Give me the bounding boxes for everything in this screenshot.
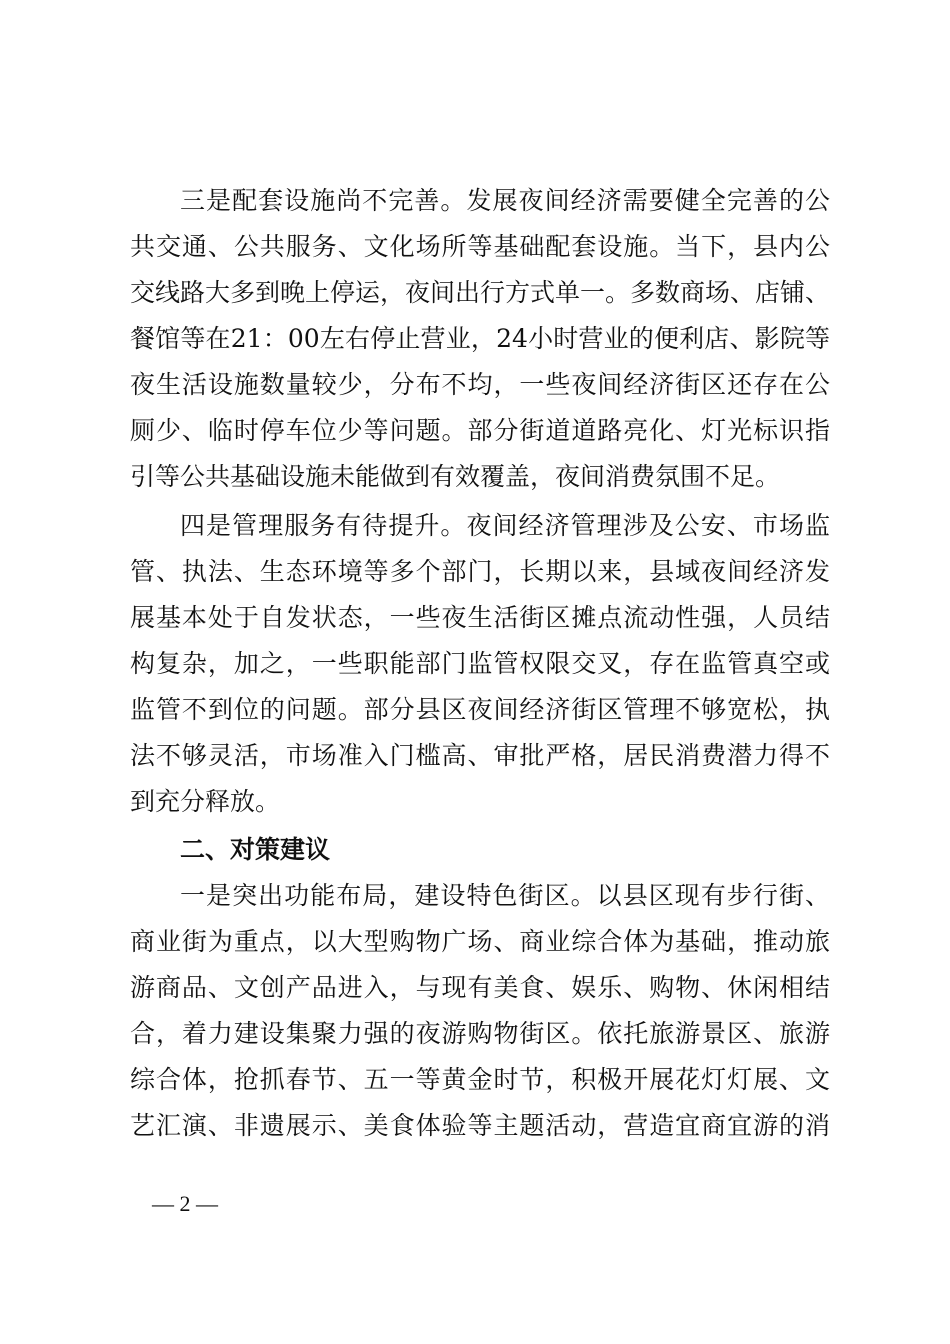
body-text-line: 监管不到位的问题。部分县区夜间经济街区管理不够宽松，执 xyxy=(130,695,830,724)
body-text-line: 一是突出功能布局，建设特色街区。以县区现有步行街、 xyxy=(180,881,830,910)
body-text-line: 到充分释放。 xyxy=(130,787,281,816)
body-text-line: 引等公共基础设施未能做到有效覆盖，夜间消费氛围不足。 xyxy=(130,462,781,491)
body-text-line: 夜生活设施数量较少，分布不均，一些夜间经济街区还存在公 xyxy=(130,370,830,399)
body-text-line: 厕少、临时停车位少等问题。部分街道道路亮化、灯光标识指 xyxy=(130,416,830,445)
body-text-line: 交线路大多到晚上停运，夜间出行方式单一。多数商场、店铺、 xyxy=(130,278,831,307)
body-text-line: 管、执法、生态环境等多个部门，长期以来，县域夜间经济发 xyxy=(130,557,830,586)
body-text-line: 合，着力建设集聚力强的夜游购物街区。依托旅游景区、旅游 xyxy=(130,1019,830,1048)
body-text-line: 法不够灵活，市场准入门槛高、审批严格，居民消费潜力得不 xyxy=(130,741,830,770)
body-text-line: 构复杂，加之，一些职能部门监管权限交叉，存在监管真空或 xyxy=(130,649,830,678)
body-text-line: 展基本处于自发状态，一些夜生活街区摊点流动性强，人员结 xyxy=(130,603,830,632)
body-text-line: 艺汇演、非遗展示、美食体验等主题活动，营造宜商宜游的消 xyxy=(130,1111,830,1140)
section-heading: 二、对策建议 xyxy=(180,835,331,864)
body-text-line: 游商品、文创产品进入，与现有美食、娱乐、购物、休闲相结 xyxy=(130,973,830,1002)
body-text-line: 三是配套设施尚不完善。发展夜间经济需要健全完善的公 xyxy=(180,186,830,215)
body-text-line: 商业街为重点，以大型购物广场、商业综合体为基础，推动旅 xyxy=(130,927,830,956)
body-text-line: 共交通、公共服务、文化场所等基础配套设施。当下，县内公 xyxy=(130,232,830,261)
page-number: — 2 — xyxy=(152,1191,218,1216)
body-text-line: 综合体，抢抓春节、五一等黄金时节，积极开展花灯灯展、文 xyxy=(130,1065,830,1094)
body-text-line: 四是管理服务有待提升。夜间经济管理涉及公安、市场监 xyxy=(180,511,830,540)
body-text-line: 餐馆等在21：00左右停止营业，24小时营业的便利店、影院等 xyxy=(130,324,830,353)
